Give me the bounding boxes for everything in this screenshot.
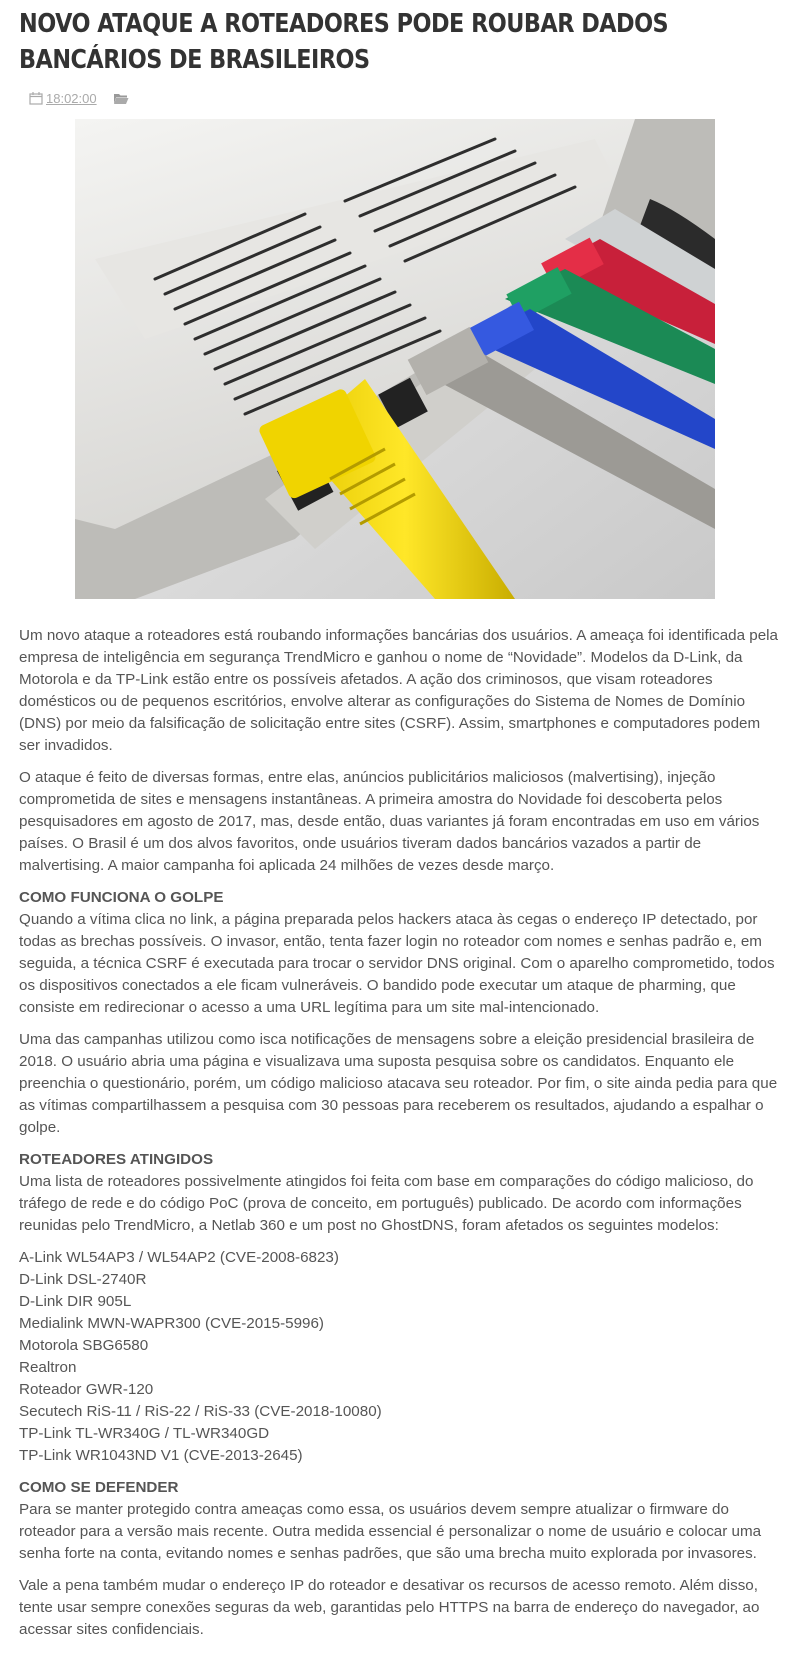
list-item: D-Link DIR 905L xyxy=(19,1293,132,1310)
post-meta xyxy=(19,87,790,109)
section-heading: COMO SE DEFENDER xyxy=(19,1479,179,1496)
list-item: D-Link DSL-2740R xyxy=(19,1271,147,1288)
post-time-link[interactable]: 18:02:00 xyxy=(46,90,97,106)
list-item: TP-Link TL-WR340G / TL-WR340GD xyxy=(19,1425,270,1442)
section-heading: COMO FUNCIONA O GOLPE xyxy=(19,889,224,906)
paragraph: Uma das campanhas utilizou como isca notificações de mensagens sobre a eleição presidencial brasileira de 2018. O usuário abria uma página e visualizava uma suposta pesquisa sobre os candidatos. Enquanto ele preenchia o questionário, porém, um código malicioso atacava seu roteador. Por fim, o site ainda pedia para que as vítimas compartilhassem a pesquisa com 30 pessoas para receberem os resultados, ajudando a espalhar o golpe. xyxy=(19,1031,778,1136)
router-photo xyxy=(75,119,715,599)
list-item: Motorola SBG6580 xyxy=(19,1337,149,1354)
router-models-list xyxy=(19,1247,779,1467)
list-item: Realtron xyxy=(19,1359,77,1376)
paragraph: Para se manter protegido contra ameaças como essa, os usuários devem sempre atualizar o firmware do roteador para a versão mais recente. Outra medida essencial é personalizar o nome de usuário e colocar uma senha forte na conta, evitando nomes e senhas padrões, que são uma brecha muito explorada por invasores. xyxy=(19,1501,762,1562)
post-title: NOVO ATAQUE A ROTEADORES PODE ROUBAR DADOS BANCÁRIOS DE BRASILEIROS xyxy=(19,9,669,75)
paragraph: Uma lista de roteadores possivelmente atingidos foi feita com base em comparações do código malicioso, do tráfego de rede e do código PoC (prova de conceito, em português) publicado. De acordo com informações reunidas pelo TrendMicro, a Netlab 360 e um post no GhostDNS, foram afetados os seguintes modelos: xyxy=(19,1173,754,1234)
list-item: A-Link WL54AP3 / WL54AP2 (CVE-2008-6823) xyxy=(19,1249,339,1266)
list-item: Secutech RiS-11 / RiS-22 / RiS-33 (CVE-2018-10080) xyxy=(19,1403,382,1420)
calendar-icon xyxy=(29,91,43,105)
list-item: TP-Link WR1043ND V1 (CVE-2013-2645) xyxy=(19,1447,303,1464)
paragraph: O ataque é feito de diversas formas, entre elas, anúncios publicitários maliciosos (malvertising), injeção comprometida de sites e mensagens instantâneas. A primeira amostra do Novidade foi descoberta pelos pesquisadores em agosto de 2017, mas, desde então, duas variantes já foram encontradas em uso em vários países. O Brasil é um dos alvos favoritos, onde usuários tiveram dados bancários vazados a partir de malvertising. A maior campanha foi aplicada 24 milhões de vezes desde março. xyxy=(19,769,760,874)
list-item: Medialink MWN-WAPR300 (CVE-2015-5996) xyxy=(19,1315,324,1332)
paragraph: Quando a vítima clica no link, a página preparada pelos hackers ataca às cegas o endereço IP detectado, por todas as brechas possíveis. O invasor, então, tenta fazer login no roteador com nomes e senhas padrão e, em seguida, a técnica CSRF é executada para trocar o servidor DNS original. Com o aparelho comprometido, todos os dispositivos conectados a ele ficam vulneráveis. O bandido pode executar um ataque de pharming, que consiste em redirecionar o acesso a uma URL legítima para um site mal-intencionado. xyxy=(19,911,775,1016)
paragraph: Um novo ataque a roteadores está roubando informações bancárias dos usuários. A ameaça foi identificada pela empresa de inteligência em segurança TrendMicro e ganhou o nome de “Novidade”. Modelos da D-Link, da Motorola e da TP-Link estão entre os possíveis afetados. A ação dos criminosos, que visam roteadores domésticos ou de pequenos escritórios, envolve alterar as configurações do Sistema de Nomes de Domínio (DNS) por meio da falsificação de solicitação entre sites (CSRF). Assim, smartphones e computadores podem ser invadidos. xyxy=(19,627,779,754)
article-body xyxy=(19,625,779,1651)
section-heading: ROTEADORES ATINGIDOS xyxy=(19,1151,214,1168)
paragraph: Vale a pena também mudar o endereço IP do roteador e desativar os recursos de acesso remoto. Além disso, tente usar sempre conexões seguras da web, garantidas pelo HTTPS na barra de endereço do navegador, ao acessar sites confidenciais. xyxy=(19,1577,760,1638)
folder-icon[interactable] xyxy=(113,91,129,105)
list-item: Roteador GWR-120 xyxy=(19,1381,154,1398)
